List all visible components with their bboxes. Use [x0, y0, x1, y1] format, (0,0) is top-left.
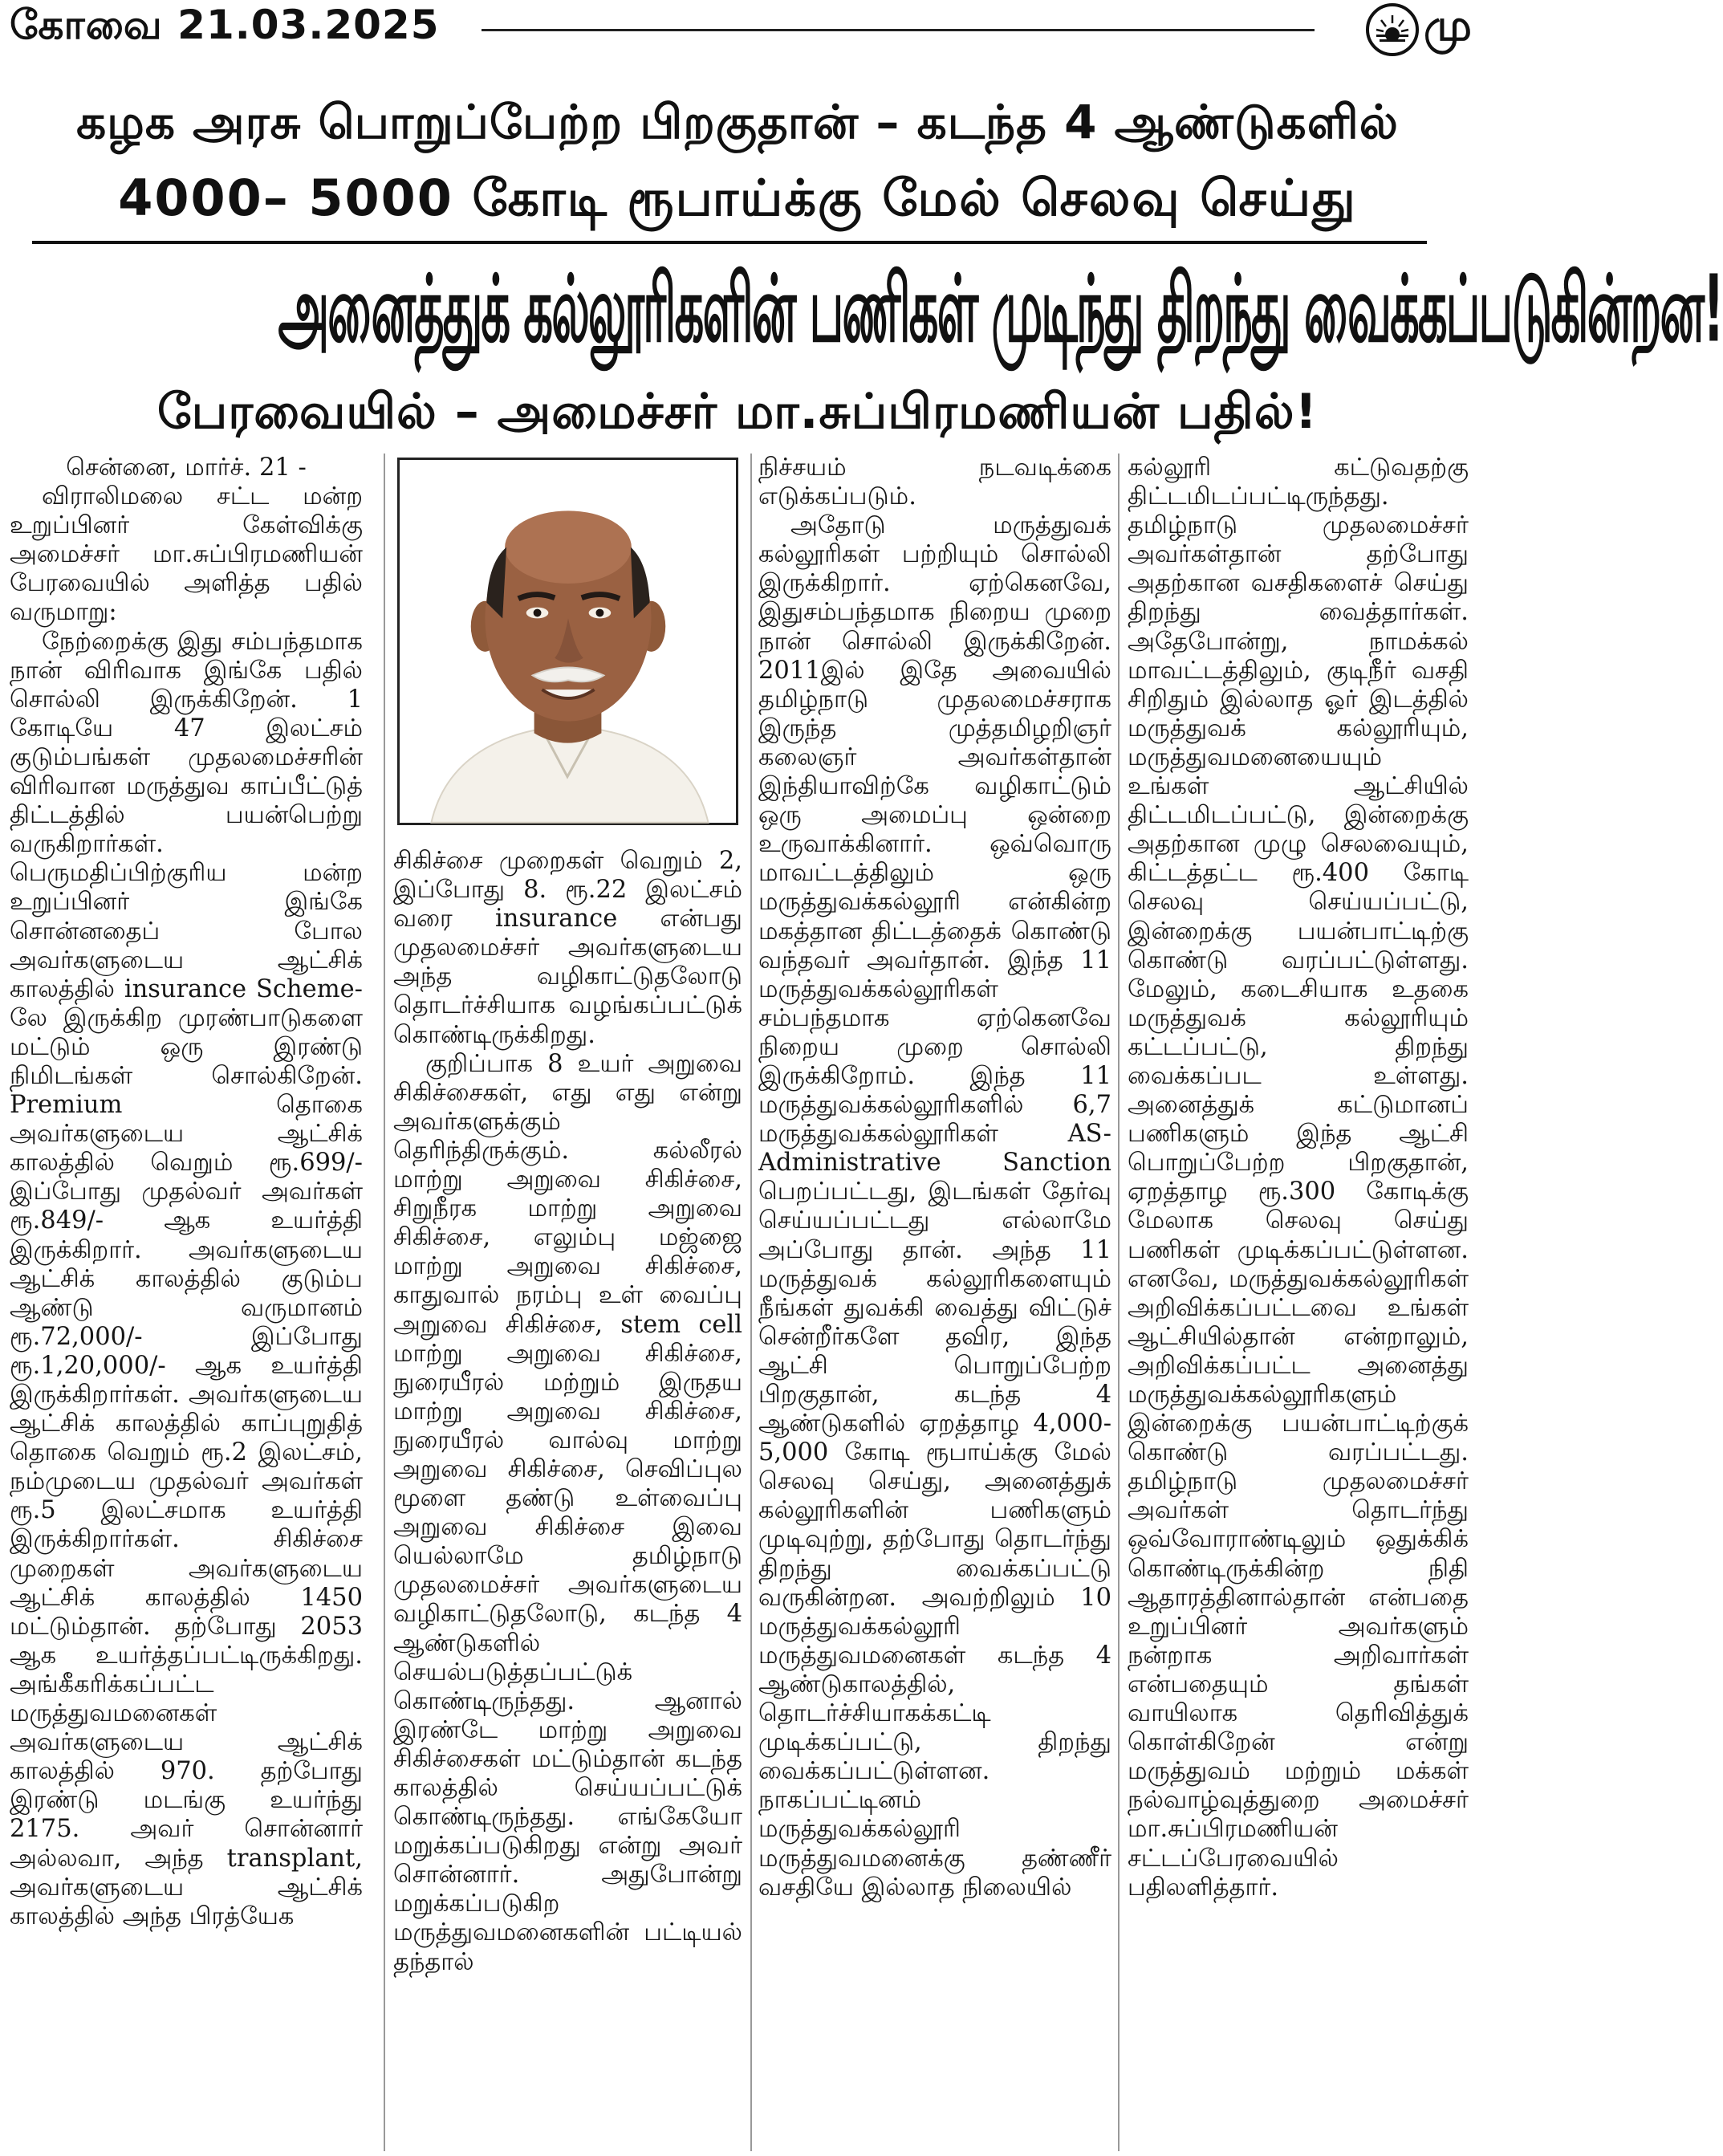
article-paragraph: நேற்றைக்கு இது சம்பந்தமாக நான் விரிவாக இங்கே பதில் சொல்லி இருக்கிறேன். 1 கோடியே 47 இலட்சம் குடும்பங்கள் முதலமைச்சரின் விரிவான மருத்துவ காப்பீட்டுத் திட்டத்தில் பயன்பெற்று வருகிறார்கள். பெருமதிப்பிற்குரிய மன்ற உறுப்பினர் இங்கே சொன்னதைப் போல அவர்களுடைய ஆட்சிக் காலத்தில் insurance Scheme-லே இருக்கிற முரண்பாடுகளை மட்டும் ஒரு இரண்டு நிமிடங்கள் சொல்கிறேன். Premium தொகை அவர்களுடைய ஆட்சிக் காலத்தில் வெறும் ரூ.699/- இப்போது முதல்வர் அவர்கள் ரூ.849/- ஆக உயர்த்தி இருக்கிறார். அவர்களுடைய ஆட்சிக் காலத்தில் குடும்ப ஆண்டு வருமானம் ரூ.72,000/- இப்போது ரூ.1,20,000/- ஆக உயர்த்தி இருக்கிறார்கள். அவர்களுடைய ஆட்சிக் காலத்தில் காப்புறுதித் தொகை வெறும் ரூ.2 இலட்சம், நம்முடைய முதல்வர் அவர்கள் ரூ.5 இலட்சமாக உயர்த்தி இருக்கிறார்கள். சிகிச்சை முறைகள் அவர்களுடைய ஆட்சிக் காலத்தில் 1450 மட்டும்தான். தற்போது 2053 ஆக உயர்த்தப்பட்டிருக்கிறது. அங்கீகரிக்கப்பட்ட மருத்துவமனைகள் அவர்களுடைய ஆட்சிக் காலத்தில் 970. தற்போது இரண்டு மடங்கு உயர்ந்து 2175. அவர் சொன்னார் அல்லவா, அந்த transplant, அவர்களுடைய ஆட்சிக் காலத்தில் அந்த பிரத்யேக	[10, 627, 363, 1930]
article-paragraph: சிகிச்சை முறைகள் வெறும் 2, இப்போது 8. ரூ.22 இலட்சம் வரை insurance என்பது முதலமைச்சர் அவர்களுடைய அந்த வழிகாட்டுதலோடு தொடர்ச்சியாக வழங்கப்பட்டுக் கொண்டிருக்கிறது.	[393, 847, 742, 1049]
column-divider	[384, 454, 385, 2151]
dateline: கோவை 21.03.2025	[10, 2, 440, 48]
kicker-line-2: 4000– 5000 கோடி ரூபாய்க்கு மேல் செலவு செய்து	[118, 169, 1357, 227]
article-paragraph: நிச்சயம் நடவடிக்கை எடுக்கப்படும்.	[758, 454, 1111, 511]
sunrise-emblem-icon	[1366, 3, 1419, 56]
column-divider	[1118, 454, 1120, 2151]
article-column-3	[758, 454, 1111, 1902]
article-paragraph: விராலிமலை சட்ட மன்ற உறுப்பினர் கேள்விக்கு அமைச்சர் மா.சுப்பிரமணியன் பேரவையில் அளித்த பதில் வருமாறு:	[10, 482, 363, 627]
article-paragraph: கல்லூரி கட்டுவதற்கு திட்டமிடப்பட்டிருந்தது. தமிழ்நாடு முதலமைச்சர் அவர்கள்தான் தற்போது அதற்கான வசதிகளைச் செய்து திறந்து வைத்தார்கள். அதேபோன்று, நாமக்கல் மாவட்டத்திலும், குடிநீர் வசதி சிறிதும் இல்லாத ஓர் இடத்தில் மருத்துவக் கல்லூரியும், மருத்துவமனையையும் உங்கள் ஆட்சியில் திட்டமிடப்பட்டு, இன்றைக்கு அதற்கான முழு செலவையும், கிட்டத்தட்ட ரூ.400 கோடி செலவு செய்யப்பட்டு, இன்றைக்கு பயன்பாட்டிற்கு கொண்டு வரப்பட்டுள்ளது. மேலும், கடைசியாக உதகை மருத்துவக் கல்லூரியும் கட்டப்பட்டு, திறந்து வைக்கப்பட உள்ளது. அனைத்துக் கட்டுமானப் பணிகளும் இந்த ஆட்சி பொறுப்பேற்ற பிறகுதான், ஏறத்தாழ ரூ.300 கோடிக்கு மேலாக செலவு செய்து பணிகள் முடிக்கப்பட்டுள்ளன. எனவே, மருத்துவக்கல்லூரிகள் அறிவிக்கப்பட்டவை உங்கள் ஆட்சியில்தான் என்றாலும், அறிவிக்கப்பட்ட அனைத்து மருத்துவக்கல்லூரிகளும் இன்றைக்கு பயன்பாட்டிற்குக் கொண்டு வரப்பட்டது. தமிழ்நாடு முதலமைச்சர் அவர்கள் தொடர்ந்து ஒவ்வோராண்டிலும் ஒதுக்கிக் கொண்டிருக்கின்ற நிதி ஆதாரத்தினால்தான் என்பதை உறுப்பினர் அவர்களும் நன்றாக அறிவார்கள் என்பதையும் தங்கள் வாயிலாக தெரிவித்துக் கொள்கிறேன் என்று மருத்துவம் மற்றும் மக்கள் நல்வாழ்வுத்துறை அமைச்சர் மா.சுப்பிரமணியன் சட்டப்பேரவையில் பதிலளித்தார்.	[1128, 454, 1469, 1902]
kicker-line-1: கழக அரசு பொறுப்பேற்ற பிறகுதான் – கடந்த 4 ஆண்டுகளில்	[76, 95, 1399, 149]
column-divider	[750, 454, 752, 2151]
minister-photo	[397, 458, 738, 825]
masthead-cut-text: மு	[1424, 0, 1472, 51]
portrait-photo-icon	[400, 460, 736, 823]
main-headline: அனைத்துக் கல்லூரிகளின் பணிகள் முடிந்து திறந்து வைக்கப்படுகின்றன!	[278, 255, 1723, 363]
article-column-2	[393, 847, 742, 1977]
masthead-rule	[482, 29, 1315, 31]
article-paragraph: குறிப்பாக 8 உயர் அறுவை சிகிச்சைகள், எது எது என்று அவர்களுக்கும் தெரிந்திருக்கும். கல்லீரல் மாற்று அறுவை சிகிச்சை, சிறுநீரக மாற்று அறுவை சிகிச்சை, எலும்பு மஜ்ஜை மாற்று அறுவை சிகிச்சை, காதுவால் நரம்பு உள் வைப்பு அறுவை சிகிச்சை, stem cell மாற்று அறுவை சிகிச்சை, நுரையீரல் மற்றும் இருதய மாற்று அறுவை சிகிச்சை, நுரையீரல் வால்வு மாற்று அறுவை சிகிச்சை, செவிப்புல மூளை தண்டு உள்வைப்பு அறுவை சிகிச்சை இவை யெல்லாமே தமிழ்நாடு முதலமைச்சர் அவர்களுடைய வழிகாட்டுதலோடு, கடந்த 4 ஆண்டுகளில் செயல்படுத்தப்பட்டுக் கொண்டிருந்தது. ஆனால் இரண்டே மாற்று அறுவை சிகிச்சைகள் மட்டும்தான் கடந்த காலத்தில் செய்யப்பட்டுக் கொண்டிருந்தது. எங்கேயோ மறுக்கப்படுகிறது என்று அவர் சொன்னார். அதுபோன்று மறுக்கப்படுகிற மருத்துவமனைகளின் பட்டியல் தந்தால்	[393, 1049, 742, 1976]
kicker-rule	[32, 241, 1427, 244]
sub-headline: பேரவையில் – அமைச்சர் மா.சுப்பிரமணியன் பதில்!	[157, 384, 1318, 440]
article-dateline: சென்னை, மார்ச். 21 -	[66, 454, 307, 482]
masthead	[0, 0, 1475, 64]
article-column-4	[1128, 454, 1469, 1902]
article-paragraph: அதோடு மருத்துவக் கல்லூரிகள் பற்றியும் சொல்லி இருக்கிறார். ஏற்கெனவே, இதுசம்பந்தமாக நிறைய முறை நான் சொல்லி இருக்கிறேன். 2011இல் இதே அவையில் தமிழ்நாடு முதலமைச்சராக இருந்த முத்தமிழறிஞர் கலைஞர் அவர்கள்தான் இந்தியாவிற்கே வழிகாட்டும் ஒரு அமைப்பு ஒன்றை உருவாக்கினார். ஒவ்வொரு மாவட்டத்திலும் ஒரு மருத்துவக்கல்லூரி என்கின்ற மகத்தான திட்டத்தைக் கொண்டு வந்தவர் அவர்தான். இந்த 11 மருத்துவக்கல்லூரிகள் சம்பந்தமாக ஏற்கெனவே நிறைய முறை சொல்லி இருக்கிறோம். இந்த 11 மருத்துவக்கல்லூரிகளில் 6,7 மருத்துவக்கல்லூரிகள் AS-Administrative Sanction பெறப்பட்டது, இடங்கள் தேர்வு செய்யப்பட்டது எல்லாமே அப்போது தான். அந்த 11 மருத்துவக் கல்லூரிகளையும் நீங்கள் துவக்கி வைத்து விட்டுச் சென்றீர்களே தவிர, இந்த ஆட்சி பொறுப்பேற்ற பிறகுதான், கடந்த 4 ஆண்டுகளில் ஏறத்தாழ 4,000- 5,000 கோடி ரூபாய்க்கு மேல் செலவு செய்து, அனைத்துக் கல்லூரிகளின் பணிகளும் முடிவுற்று, தற்போது தொடர்ந்து திறந்து வைக்கப்பட்டு வருகின்றன. அவற்றிலும் 10 மருத்துவக்கல்லூரி மருத்துவமனைகள் கடந்த 4 ஆண்டுகாலத்தில், தொடர்ச்சியாகக்கட்டி முடிக்கப்பட்டு, திறந்து வைக்கப்பட்டுள்ளன. நாகப்பட்டினம் மருத்துவக்கல்லூரி மருத்துவமனைக்கு தண்ணீர் வசதியே இல்லாத நிலையில்	[758, 511, 1111, 1902]
article-column-1	[10, 454, 363, 1931]
